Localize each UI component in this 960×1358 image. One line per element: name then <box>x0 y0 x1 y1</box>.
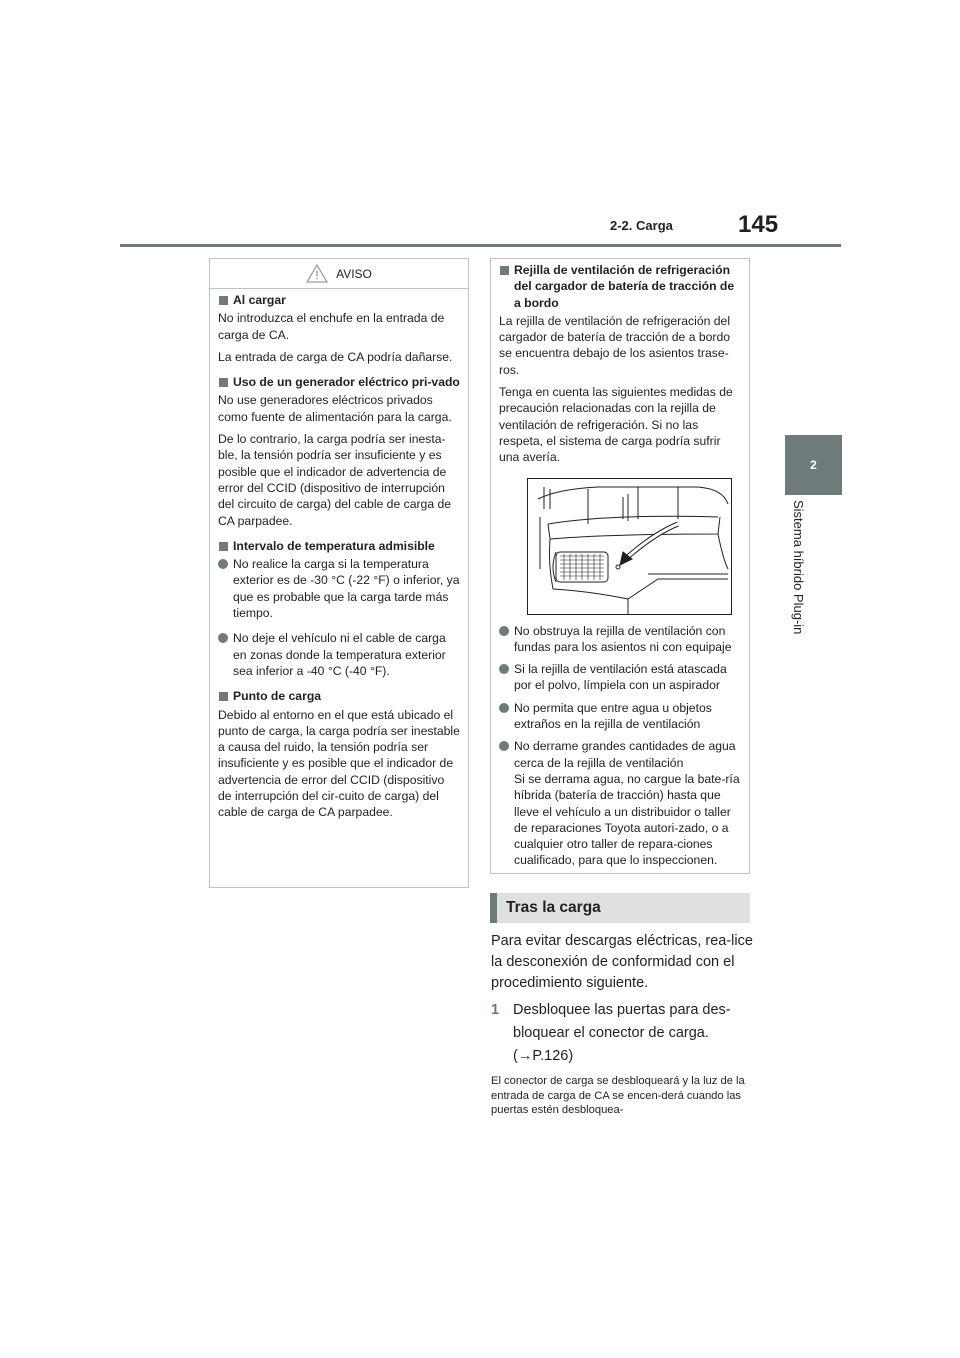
paragraph: La rejilla de ventilación de refrigeración del cargador de batería de tracción de a bordo se encuentra debajo de los asientos trase-ros. <box>499 313 731 377</box>
intro-paragraph: Para evitar descargas eléctricas, rea-lice la desconexión de conformidad con el procedimiento siguiente. <box>491 933 753 991</box>
bullet-item: No realice la carga si la temperatura exterior es de -30 °C (-22 °F) o inferior, ya que es probable que la carga tarde más tiempo. <box>218 556 460 621</box>
round-bullet-icon <box>218 633 228 643</box>
section-label: 2-2. Carga <box>610 218 673 233</box>
bullet-item: No obstruya la rejilla de ventilación con fundas para los asientos ni con equipaje <box>499 623 741 656</box>
round-bullet-icon <box>499 703 509 713</box>
heading-temperatura: Intervalo de temperatura admisible <box>218 538 460 554</box>
rear-seat-vent-drawing <box>528 479 731 614</box>
warning-header <box>210 259 468 289</box>
bullet-item: No derrame grandes cantidades de agua cerca de la rejilla de ventilación Si se derrama agua, no cargue la bate-ría híbrida (batería de tracción) hasta que lleve el vehículo a un distribuidor o taller de reparaciones Toyota autori-zado, o a cualquier otro taller de repara-ciones cualificado, para que lo inspeccionen. <box>499 738 741 868</box>
round-bullet-icon <box>499 741 509 751</box>
heading-generador: Uso de un generador eléctrico pri-vado <box>218 374 460 390</box>
heading-punto-carga: Punto de carga <box>218 688 460 704</box>
warning-box <box>209 258 469 888</box>
round-bullet-icon <box>218 559 228 569</box>
bullet-item: Si la rejilla de ventilación está atascada por el polvo, límpiela con un aspirador <box>499 661 741 694</box>
after-charge-content <box>491 931 753 1118</box>
step-text: Desbloquee las puertas para des-bloquear el conector de carga. (→P.126) <box>513 1002 731 1064</box>
page-reference-link[interactable]: (→P.126) <box>513 1048 574 1064</box>
step-1 <box>491 999 753 1068</box>
bullet-item: No deje el vehículo ni el cable de carga en zonas donde la temperatura exterior sea inferior a -40 °C (-40 °F). <box>218 630 460 679</box>
step-number: 1 <box>491 1002 500 1018</box>
paragraph: No introduzca el enchufe en la entrada de carga de CA. <box>218 311 445 342</box>
warning-triangle-icon <box>306 264 328 283</box>
round-bullet-icon <box>499 664 509 674</box>
square-bullet-icon <box>219 296 228 305</box>
paragraph: Tenga en cuenta las siguientes medidas de precaución relacionadas con la rejilla de ventilación de refrigeración. Si no las respeta, el sistema de carga podría sufrir una avería. <box>499 385 733 465</box>
square-bullet-icon <box>219 378 228 387</box>
vent-box <box>490 258 750 874</box>
page-number: 145 <box>738 211 779 238</box>
square-bullet-icon <box>219 542 228 551</box>
chapter-title <box>787 500 809 660</box>
paragraph: No use generadores eléctricos privados como fuente de alimentación para la carga. <box>218 393 452 424</box>
paragraph: Debido al entorno en el que está ubicado el punto de carga, la carga podría ser inestable a causa del ruido, la tensión podría ser insuficiente y es posible que el indicador de advertencia de error del CCID (dispositivo de interrupción del cir-cuito de carga) del cable de carga de CA parpadee. <box>218 707 460 820</box>
heading-rejilla: Rejilla de ventilación de refrigeración del cargador de batería de tracción de a bordo <box>499 262 741 311</box>
header-rule <box>120 244 841 247</box>
square-bullet-icon <box>219 692 228 701</box>
chapter-title-text: Sistema híbrido Plug-in <box>791 500 806 635</box>
vent-illustration <box>527 478 732 615</box>
bullet-item: No permita que entre agua u objetos extraños en la rejilla de ventilación <box>499 700 741 733</box>
round-bullet-icon <box>499 626 509 636</box>
warning-title: AVISO <box>336 266 372 281</box>
chapter-number: 2 <box>810 458 817 472</box>
note-paragraph: El conector de carga se desbloqueará y la luz de la entrada de carga de CA se encen-derá cuando las puertas estén desbloquea- <box>491 1075 745 1117</box>
paragraph: De lo contrario, la carga podría ser inesta-ble, la tensión podría ser insuficiente y es posible que el indicador de advertencia de error del CCID (dispositivo de interrupción del circuito de carga) del cable de carga de CA parpadee. <box>218 432 452 528</box>
chapter-tab <box>785 435 842 495</box>
square-bullet-icon <box>500 266 509 275</box>
section-title-tras-la-carga: Tras la carga <box>490 893 750 923</box>
heading-al-cargar: Al cargar <box>218 292 460 308</box>
paragraph: La entrada de carga de CA podría dañarse. <box>218 349 453 364</box>
